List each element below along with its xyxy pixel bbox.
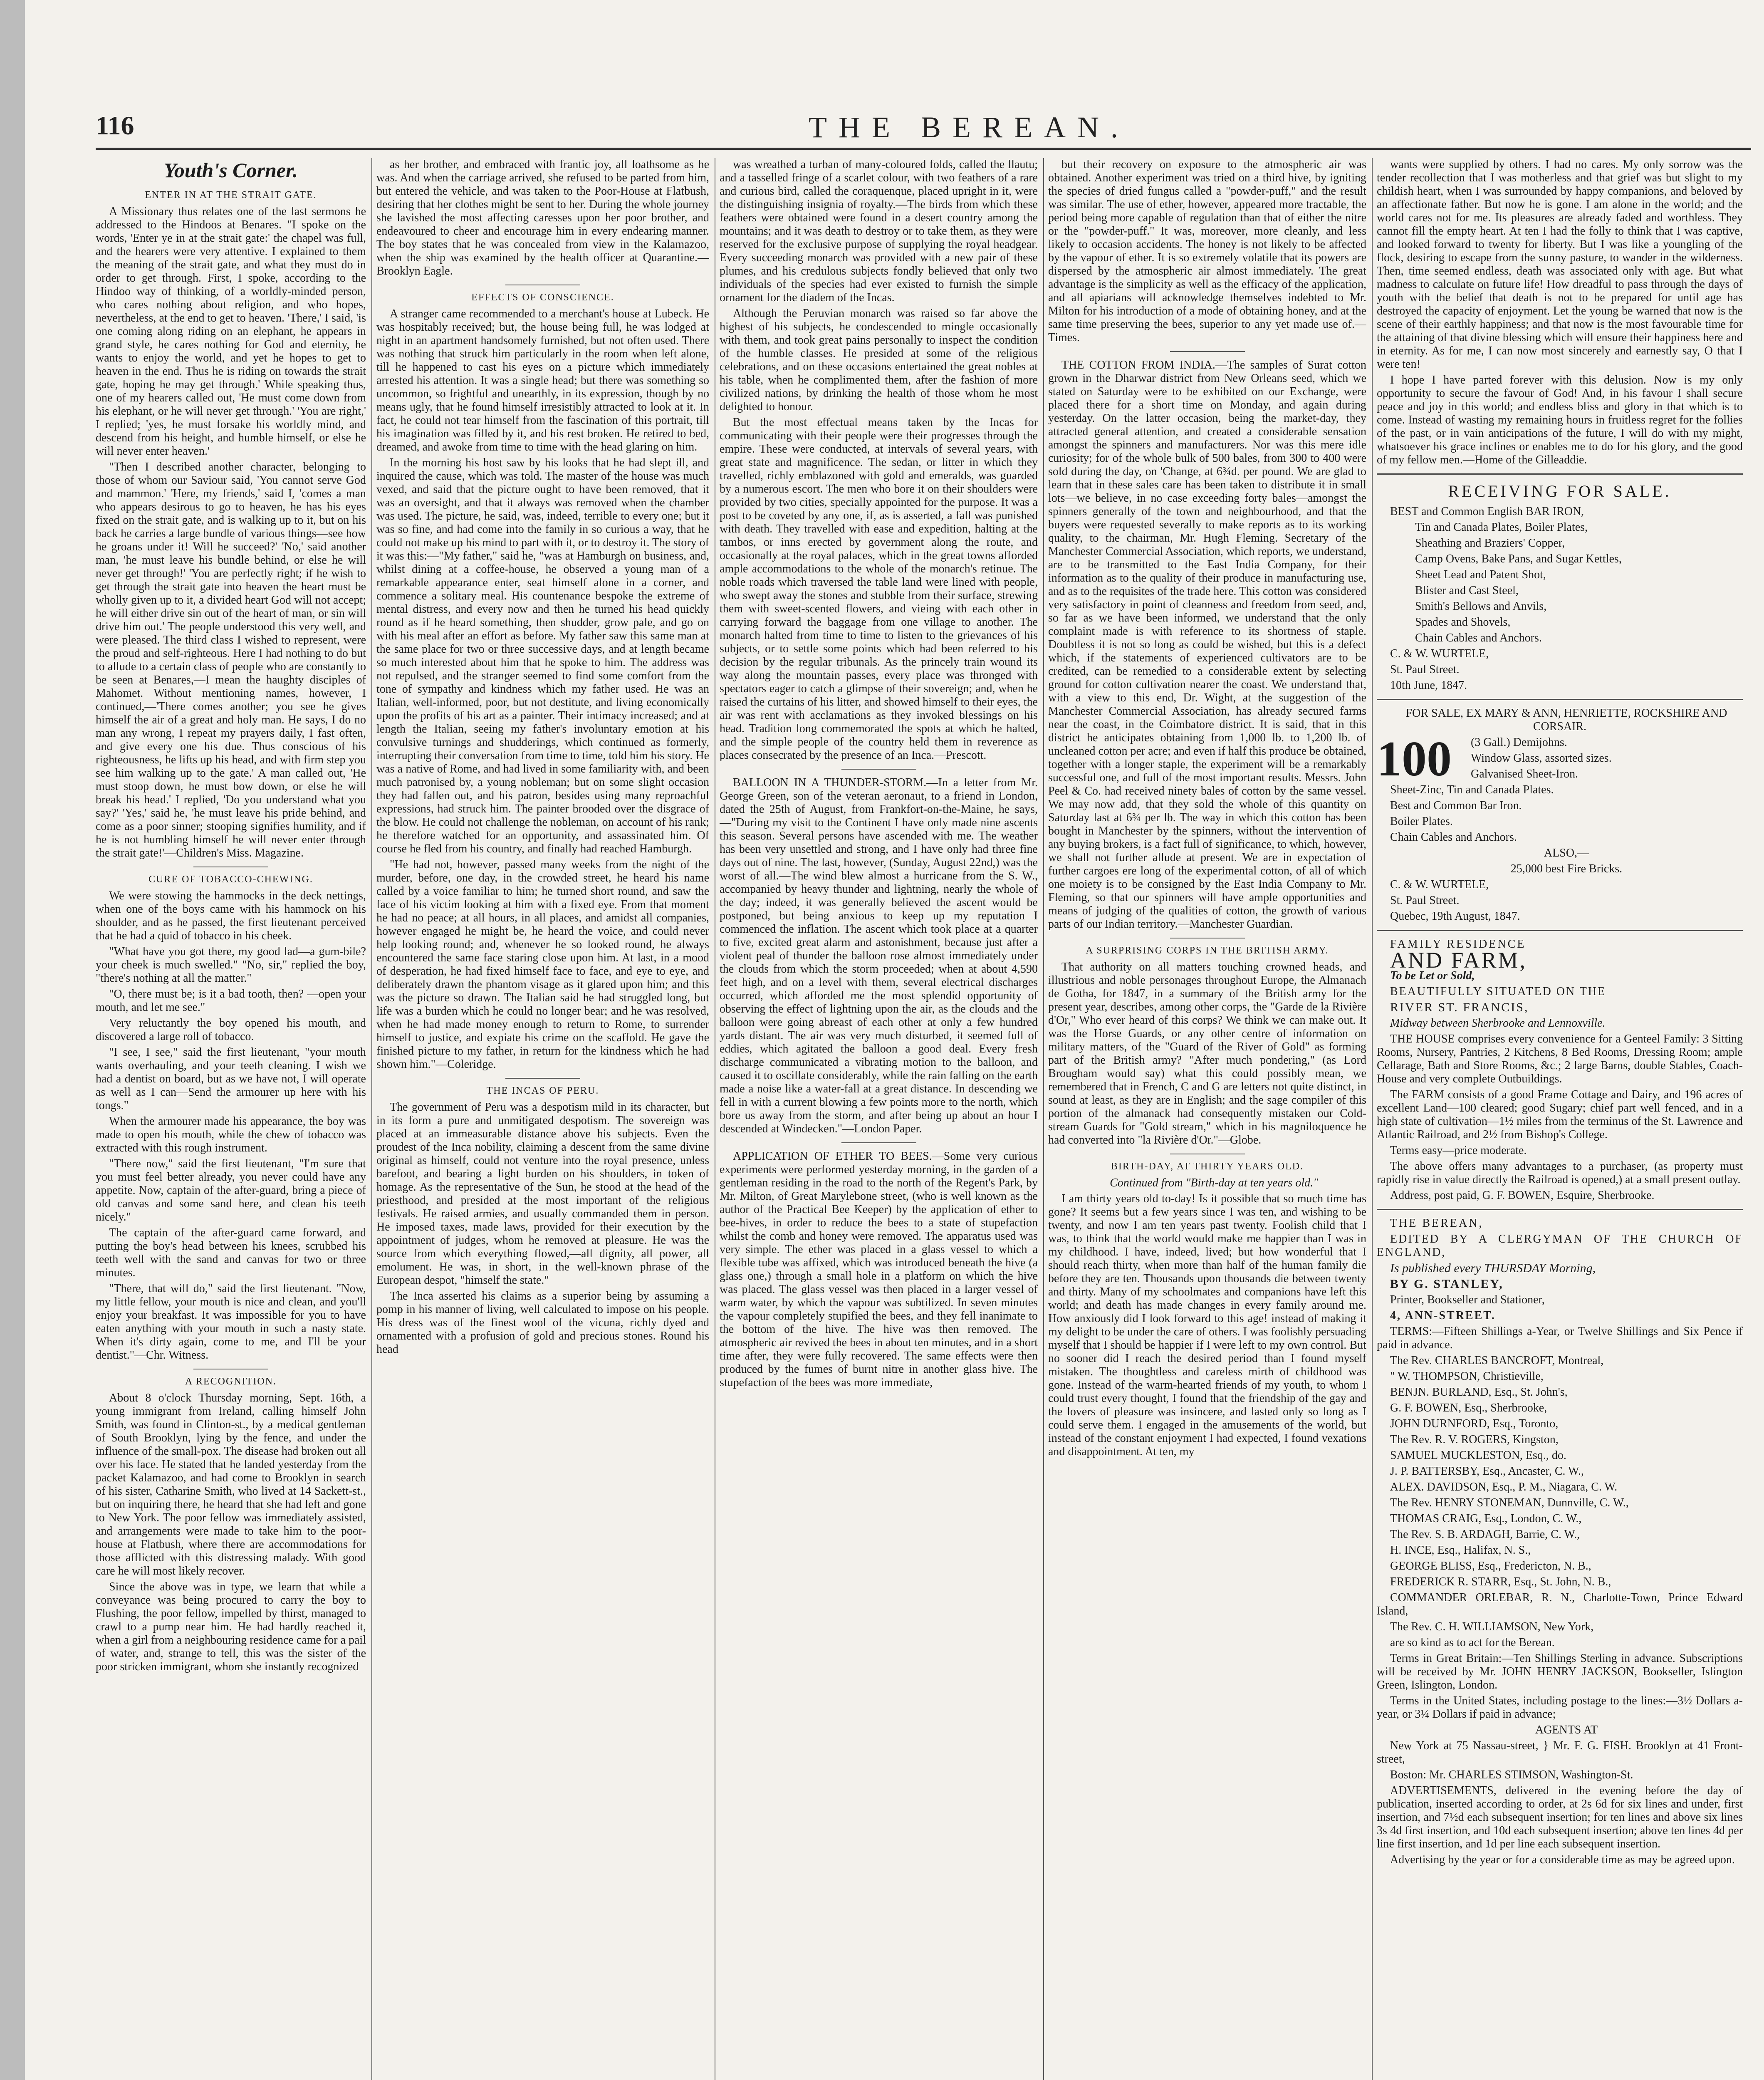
colophon-line: Terms in Great Britain:—Ten Shillings Sterling in advance. Subscriptions will be received by Mr. JOHN HENRY JACKSON, Bookseller, Islington Green, Islington, London.: [1377, 1652, 1743, 1691]
paragraph: The captain of the after-guard came forward, and putting the boy's head between his knees, scrubbed his teeth well with the sand and canvas for two or three minutes.: [96, 1226, 366, 1279]
ad-line: (3 Gall.) Demijohns.: [1471, 736, 1567, 749]
column-2: [376, 158, 709, 2080]
colophon-edited: EDITED BY A CLERGYMAN OF THE CHURCH OF ENGLAND,: [1377, 1233, 1743, 1259]
paragraph: APPLICATION OF ETHER TO BEES.—Some very curious experiments were performed yesterday morning, in the garden of a gentleman residing in the road to the north of the Regent's Park, by Mr. Milton, of Great Marylebone street, (who is well known as the author of the Practical Bee Keeper) by the application of ether to bee-hives, in order to reduce the bees to a state of stupefaction whilst the comb and honey were removed. The apparatus used was very simple. The ether was placed in a glass vessel to which a flexible tube was affixed, which was introduced beneath the hive (a glass one,) through a small hole in a platform on which the hive was placed. The glass vessel was then placed in a larger vessel of warm water, by which the vapour was subtilized. In seven minutes the vapour completely stupified the bees, and they fell inanimate to the bottom of the hive. The hive was then removed. The atmospheric air revived the bees in about ten minutes, and in a short time after, they were fully recovered. The same effects were then produced by the fumes of burnt nitre in another glass hive. The stupefaction of the bees was more immediate,: [720, 1150, 1038, 1389]
paragraph: "O, there must be; is it a bad tooth, then? —open your mouth, and let me see.": [96, 988, 366, 1014]
section-title: A SURPRISING CORPS IN THE BRITISH ARMY.: [1086, 945, 1329, 956]
paragraph: THE HOUSE comprises every convenience for a Genteel Family: 3 Sitting Rooms, Nursery, Pantries, 2 Kitchens, 8 Bed Rooms, Dressing Room; ample Cellarage, Bath and Store Rooms, &c.; 2 large Barns, double Stables, Coach-House and very complete Outbuildings.: [1377, 1033, 1743, 1085]
paragraph: The government of Peru was a despotism mild in its character, but in its form a pure and unmitigated despotism. The sovereign was placed at an immeasurable distance above his subjects. Even the proudest of the Inca nobility, claiming a descent from the same divine original as himself, could not venture into the royal presence, unless barefoot, and bearing a light burden on his shoulders, in token of homage. As the representative of the Sun, he stood at the head of the priesthood, and presided at the most important of the religious festivals. He raised armies, and usually commanded them in person. He imposed taxes, made laws, provided for their execution by the appointment of judges, whom he removed at pleasure. He was the source from which everything flowed,—all dignity, all power, all emolument. He was, in short, in the well-known phrase of the European despot, "himself the state.": [376, 1101, 709, 1287]
ad-signer: C. & W. WURTELE,: [1390, 647, 1489, 660]
ad-title: RECEIVING FOR SALE.: [1448, 482, 1672, 500]
divider: [1170, 351, 1245, 352]
agent-line: G. F. BOWEN, Esq., Sherbrooke,: [1390, 1402, 1547, 1414]
colophon-line: Advertising by the year or for a considerable time as may be agreed upon.: [1390, 1853, 1735, 1866]
agent-line: The Rev. HENRY STONEMAN, Dunnville, C. W.,: [1390, 1496, 1629, 1509]
ad-subtitle: To be Let or Sold,: [1390, 969, 1475, 982]
agent-line: BENJN. BURLAND, Esq., St. John's,: [1390, 1386, 1568, 1399]
ad-date: Quebec, 19th August, 1847.: [1390, 910, 1520, 923]
paragraph: I hope I have parted forever with this delusion. Now is my only opportunity to secure the favour of God! And, in his favour I shall secure peace and joy in this world; and endless bliss and glory in that which is to come. Instead of wasting my remaining hours in fruitless regret for the follies of the past, or in vain anticipations of the future, I will do with my might, whatsoever his grace inclines or enables me to do for his glory, and the good of my fellow men.—Home of the Gilleaddie.: [1377, 374, 1743, 466]
ad-title: FOR SALE, EX MARY & ANN, HENRIETTE, ROCKSHIRE AND CORSAIR.: [1405, 707, 1727, 733]
ad-line: 25,000 best Fire Bricks.: [1510, 862, 1623, 875]
paragraph: About 8 o'clock Thursday morning, Sept. 16th, a young immigrant from Ireland, calling himself John Smith, was found in Clinton-st., by a medical gentleman of South Brooklyn, lying by the fence, and under the influence of the small-pox. The disease had broken out all over his face. He stated that he landed yesterday from the packet Kalamazoo, and had come to Brooklyn in search of his sister, Catharine Smith, who lived at 14 Sackett-st., but on inquiring there, he heard that she had left and gone to New York. The poor fellow was immediately assisted, and arrangements were made to take him to the poor-house at Flatbush, where there are accommodations for those afflicted with this distressing malady. With good care he will most likely recover.: [96, 1392, 366, 1577]
paragraph: "Then I described another character, belonging to those of whom our Saviour said, 'You cannot serve God and mammon.' 'Here, my friends,' said I, 'comes a man who appears desirous to go to heaven, he has his eyes fixed on the strait gate, and is walking up to it, but on his back he carries a large bundle of various things—see how he groans under it! Will he succeed?' 'No,' said another man, 'he must leave his bundle behind, or else he will never get through!' 'You are perfectly right; if he wish to get through the strait gate into heaven the heart must be wholly given up to it, a divided heart God will not accept; he will either drive sin out of the heart of man, or sin will drive him out.' The people understood this very well, and were pleased. The third class I wished to represent, were the proud and self-righteous. Here I had nothing to do but to allude to a certain class of people who are constantly to be seen at Benares,—I mean the haughty disciples of Mahomet. Without mentioning names, however, I continued,—'There comes another; you see he gives himself the air of a great and holy man. He says, I do no man any wrong, I repeat my prayers daily, I fast often, and give every one his due. Thus conscious of his righteousness, he lifts up his head, and with firm step you see him walking up to the gate.' A man called out, 'He must stoop down, he must bow down, or else he will break his head.' I replied, 'Do you understand what you say?' 'Yes,' said he, 'he must leave his pride behind, and come as a poor sinner; stooping signifies humility, and if he is not humbling himself he will never enter through the strait gate!'—Children's Miss. Magazine.: [96, 461, 366, 859]
agent-line: The Rev. S. B. ARDAGH, Barrie, C. W.,: [1390, 1528, 1580, 1541]
ad-line: Sheet-Zinc, Tin and Canada Plates.: [1390, 783, 1554, 796]
agent-line: " W. THOMPSON, Christieville,: [1390, 1370, 1544, 1383]
divider: [841, 769, 916, 770]
agent-line: JOHN DURNFORD, Esq., Toronto,: [1390, 1417, 1559, 1430]
ad-big-number: 100: [1377, 731, 1452, 786]
column-5: [1377, 158, 1743, 2080]
agent-line: The Rev. R. V. ROGERS, Kingston,: [1390, 1433, 1559, 1446]
colophon-title: THE BEREAN,: [1390, 1217, 1484, 1230]
column-4: [1048, 158, 1366, 2080]
ad-line: Smith's Bellows and Anvils,: [1415, 600, 1547, 613]
section-title: BIRTH-DAY, AT THIRTY YEARS OLD.: [1111, 1161, 1304, 1172]
section-title: ENTER IN AT THE STRAIT GATE.: [145, 190, 317, 201]
ad-address: St. Paul Street.: [1390, 894, 1460, 907]
divider: [841, 1142, 916, 1143]
paragraph: "What have you got there, my good lad—a gum-bile? your cheek is much swelled." "No, sir," replied the boy, "there's nothing at all the matter.": [96, 945, 366, 985]
colophon-address: 4, ANN-STREET.: [1390, 1309, 1496, 1322]
ad-title: AND FARM,: [1390, 948, 1527, 973]
ad-line: Spades and Shovels,: [1415, 616, 1511, 629]
paragraph: Very reluctantly the boy opened his mouth, and discovered a large roll of tobacco.: [96, 1017, 366, 1043]
ad-line: Camp Ovens, Bake Pans, and Sugar Kettles,: [1415, 552, 1622, 565]
ad-line: Chain Cables and Anchors.: [1390, 831, 1517, 844]
paragraph: THE COTTON FROM INDIA.—The samples of Surat cotton grown in the Dharwar district from New Orleans seed, which we stated on Saturday were to be exhibited on our Exchange, were placed there for a short time on Monday, and again during yesterday. On the latter occasion, being the market-day, they attracted general attention, and created a considerable sensation amongst the spinners and manufacturers. Nor was this mere idle curiosity; for of the whole bulk of 500 bales, from 300 to 400 were sold during the day, on 'Change, at 6¾d. per pound. We are glad to learn that in these sales care has been taken to distribute it in small lots—we believe, in no case exceeding forty bales—amongst the spinners generally of the town and neighbourhood, and that the buyers were requested severally to make reports as to its working quality, to the chairman, Mr. Hugh Fleming. Secretary of the Manchester Commercial Association, which reports, we understand, are to be transmitted to the East India Company, for their information as to the quality of their produce in manufacturing use, and as to the requisites of the trade here. This cotton was considered very satisfactory in point of cleanness and freedom from seed, and, so far as we have been informed, we understand that the only complaint made is with reference to its shortness of staple. Doubtless it is not so long as could be wished, but this is a defect which, if the statements of experienced cultivators are to be credited, can be remedied to a considerable extent by selecting ground for cotton cultivation nearer the coast. We understand that, with a view to this end, Dr. Wight, at the suggestion of the Manchester Commercial Association, has already secured farms near the coast, in the Coimbatore district. It is said, that in this district he anticipates obtaining from 1,000 lb. to 1,200 lb. of uncleaned cotton per acre; and even if half this produce be obtained, together with a longer staple, the experiment will be a remarkably successful one, and full of the most important results. Messrs. John Peel & Co. had received ninety bales of cotton by the same vessel. We may now add, that they sold the whole of this quantity on Saturday last at 6¾ per lb. The way in which this cotton has been bought in Manchester by the spinners, without the intervention of any buying brokers, is a fact full of significance, to which, however, we shall not further allude at present. We are in expectation of further cargoes ere long of the experimental cotton, of all of which one moiety is to be consigned by the East India Company to Mr. Fleming, so that our spinners will have ample opportunities and means of judging of the qualities of cotton, the growth of various parts of our Indian territory.—Manchester Guardian.: [1048, 359, 1366, 931]
colophon-by: BY G. STANLEY,: [1390, 1277, 1504, 1291]
paragraph: When the armourer made his appearance, the boy was made to open his mouth, while the chew of tobacco was extracted with this rough instrument.: [96, 1115, 366, 1154]
paragraph: "I see, I see," said the first lieutenant, "your mouth wants overhauling, and your teeth cleaning. I wish we had a dentist on board, but as we have not, I will operate as well as I can—Send the armourer up here with his tongs.": [96, 1046, 366, 1112]
colophon: [1377, 1217, 1743, 1867]
advertisement-family-residence: [1377, 938, 1743, 1202]
paragraph: But the most effectual means taken by the Incas for communicating with their people were their progresses through the empire. These were conducted, at intervals of several years, with great state and magnificence. The sedan, or litter in which they travelled, richly emblazoned with gold and emeralds, was guarded by a numerous escort. The men who bore it on their shoulders were provided by two cities, specially appointed for the purpose. It was a post to be coveted by any one, if, as is asserted, a fall was punished with death. They travelled with ease and expedition, halting at the tambos, or inns erected by government along the route, and occasionally at the royal palaces, which in the great towns afforded ample accommodations to the whole of the monarch's retinue. The noble roads which traversed the table land were lined with people, who swept away the stones and stubble from their surface, strewing them with sweet-scented flowers, and vieing with each other in carrying forward the baggage from one village to another. The monarch halted from time to time to listen to the grievances of his subjects, or to settle some points which had been referred to his decision by the regular tribunals. As the princely train wound its way along the mountain passes, every place was thronged with spectators eager to catch a glimpse of their sovereign; and, when he raised the curtains of his litter, and showed himself to their eyes, the air was rent with acclamations as they invoked blessings on his head. Tradition long commemorated the spots at which he halted, and the simple people of the country held them in reverence as places consecrated by the presence of an Inca.—Prescott.: [720, 416, 1038, 762]
agent-line: The Rev. C. H. WILLIAMSON, New York,: [1390, 1620, 1594, 1633]
youths-corner-heading: Youth's Corner.: [163, 158, 298, 182]
paragraph: The Inca asserted his claims as a superior being by assuming a pomp in his manner of living, well calculated to impose on his people. His dress was of the finest wool of the vicuna, richly dyed and ornamented with a profusion of gold and precious stones. Round his head: [376, 1290, 709, 1356]
column-3: [720, 158, 1038, 2080]
column-1: [96, 158, 366, 2080]
paragraph: A stranger came recommended to a merchant's house at Lubeck. He was hospitably received; but, the house being full, he was lodged at night in an apartment handsomely furnished, but not often used. There was nothing that struck him particularly in the room when left alone, till he happened to cast his eyes on a picture which immediately arrested his attention. It was a single head; but there was something so uncommon, so frightful and unearthly, in its expression, though by no means ugly, that he found himself irresistibly attracted to look at it. In fact, he could not tear himself from the fascination of this portrait, till his imagination was filled by it, and his rest broken. He retired to bed, dreamed, and awoke from time to time with the head glaring on him.: [376, 307, 709, 453]
masthead-rule: [96, 148, 1751, 150]
paragraph: I am thirty years old to-day! Is it possible that so much time has gone? It seems but a few years since I was ten, and wishing to be twenty, and now I am ten years past twenty. Foolish child that I was, to think that the world would make me happier than I was in my childhood. I have, indeed, lived; but how wonderful that I should reach thirty, when more than half of the human family die before they are ten. Thousands upon thousands die between twenty and thirty. Many of my schoolmates and companions have left this world; and death has made changes in every family around me. How anxiously did I look forward to this age! instead of making it my delight to be under the care of others. I was foolishly persuading myself that I should be happier if I were left to my own control. But no sooner did I reach the desired period than I found myself mistaken. The thoughtless and careless mirth of childhood was gone. Instead of the warm-hearted friends of my youth, to whom I could trust every thought, I found that the friendship of the gay and the lovers of pleasure was insincere, and lasted only so long as I could serve them. I engaged in the amusements of the world, but instead of the constant enjoyment I had expected, I found vexations and disappointment. At ten, my: [1048, 1192, 1366, 1458]
paragraph: "There now," said the first lieutenant, "I'm sure that you must feel better already, you never could have any appetite. Now, captain of the after-guard, bring a piece of old canvas and some sand here, and clean his teeth nicely.": [96, 1157, 366, 1223]
paragraph: Although the Peruvian monarch was raised so far above the highest of his subjects, he condescended to mingle occasionally with them, and took great pains personally to inspect the condition of the humble classes. He presided at some of the religious celebrations, and on these occasions entertained the great nobles at his table, when he complimented them, after the fashion of more civilized nations, by drinking the health of those whom he most delighted to honour.: [720, 307, 1038, 413]
divider: [1377, 1209, 1743, 1210]
ad-line: Window Glass, assorted sizes.: [1471, 752, 1612, 765]
ad-signer: C. & W. WURTELE,: [1390, 878, 1489, 891]
colophon-line: AGENTS AT: [1535, 1723, 1598, 1736]
agent-line: ALEX. DAVIDSON, Esq., P. M., Niagara, C. W.: [1390, 1481, 1618, 1493]
paragraph: "There, that will do," said the first lieutenant. "Now, my little fellow, your mouth is nice and clean, and you'll enjoy your breakfast. It was impossible for you to have eaten anything with your mouth in such a nasty state. When it's dirty again, come to me, and I'll be your dentist."—Chr. Witness.: [96, 1282, 366, 1362]
column-rule: [1372, 158, 1373, 2080]
page-edge-shadow: [0, 0, 25, 2080]
paragraph: but their recovery on exposure to the atmospheric air was obtained. Another experiment was tried on a third hive, by igniting the species of dried fungus called a "powder-puff," and the result was similar. The use of ether, however, appeared more tractable, the period being more capable of regulation than that of either the nitre or the "powder-puff." It was, moreover, more cleanly, and less likely to occasion accidents. The honey is not likely to be affected by the vapour of ether. It is so extremely volatile that its powers are dispersed by the atmospheric air almost immediately. The great advantage is the simplicity as well as the efficacy of the application, and all apiarians will acknowledge themselves indebted to Mr. Milton for his introduction of a mode of obtaining honey, and at the same time preserving the bees, superior to any yet made use of.—Times.: [1048, 158, 1366, 344]
colophon-line: are so kind as to act for the Berean.: [1390, 1636, 1555, 1649]
colophon-line: New York at 75 Nassau-street, } Mr. F. G. FISH. Brooklyn at 41 Front-street,: [1377, 1739, 1743, 1766]
section-title: CURE OF TOBACCO-CHEWING.: [148, 874, 313, 885]
agent-line: FREDERICK R. STARR, Esq., St. John, N. B.,: [1390, 1575, 1611, 1588]
ad-river: RIVER ST. FRANCIS,: [1390, 1000, 1529, 1014]
ad-line: Blister and Cast Steel,: [1415, 584, 1519, 597]
divider: [1377, 699, 1743, 700]
advertisement-glassware: [1377, 707, 1743, 923]
colophon-line: ADVERTISEMENTS, delivered in the evening before the day of publication, inserted according to order, at 2s 6d for six lines and under, first insertion, and 7½d each subsequent insertion; for ten lines and above six lines 3s 4d first insertion, and 10d each subsequent insertion; above ten lines 4d per line first insertion, and 1d per line each subsequent insertion.: [1377, 1784, 1743, 1850]
ad-midway: Midway between Sherbrooke and Lennoxville.: [1390, 1017, 1606, 1030]
ad-situated: BEAUTIFULLY SITUATED ON THE: [1390, 985, 1606, 998]
paragraph: wants were supplied by others. I had no cares. My only sorrow was the tender recollection that I was motherless and that grief was but slight to my childish heart, when I was surrounded by happy companions, and beloved by an affectionate father. But now he is gone. I am alone in the world; and the world cares not for me. Its pleasures are already faded and worthless. They cannot fill the empty heart. At ten I had the folly to think that I was captive, and looked forward to twenty for liberty. But I was like a youngling of the flock, desiring to escape from the sunny pasture, to wander in the wilderness. Then, time seemed endless, death was associated only with age. But what madness to calculate on future life! How dreadful to pass through the days of youth with the belief that death is not to be prepared for until age has destroyed the capacity of enjoyment. Let the young be warned that now is the scene of their earthly happiness; and that now is the most favourable time for the attaining of that divine blessing which will ensure their happiness here and in eternity. As for me, I can now most sincerely and earnestly say, O that I were ten!: [1377, 158, 1743, 371]
divider: [1377, 930, 1743, 931]
paragraph: In the morning his host saw by his looks that he had slept ill, and inquired the cause, which was told. The master of the house was much vexed, and said that the picture ought to have been removed, that it was an oversight, and that it always was removed when the chamber was used. The picture, he said, was, indeed, terrible to every one; but it was so fine, and had come into the family in so curious a way, that he could not make up his mind to part with it, or to destroy it. The story of it was this:—"My father," said he, "was at Hamburgh on business, and, whilst dining at a coffee-house, he observed a young man of a remarkable appearance enter, seat himself alone in a corner, and commence a solitary meal. His countenance bespoke the extreme of mental distress, and every now and then he turned his head quickly round as if he heard something, then shudder, grow pale, and go on with his meal after an effort as before. My father saw this same man at the same place for two or three successive days, and at length became so much interested about him that he spoke to him. The address was not repulsed, and the stranger seemed to find some comfort from the tone of sympathy and kindness which my father used. He was an Italian, well-informed, poor, but not destitute, and living economically upon the profits of his art as a painter. Their intimacy increased; and at length the Italian, seeing my father's involuntary emotion at his convulsive turnings and shudderings, which continued as formerly, interrupting their conversation from time to time, told him his story. He was a native of Rome, and had lived in some familiarity with, and been much patronised by, a young nobleman; but on some slight occasion they had fallen out, and his patron, besides using many reproachful expressions, had struck him. The painter brooded over the disgrace of the blow. He could not challenge the nobleman, on account of his rank; he therefore watched for an opportunity, and assassinated him. Of course he fled from his country, and finally had reached Hamburgh.: [376, 456, 709, 855]
column-rule: [371, 158, 372, 2080]
page-number: 116: [96, 111, 134, 140]
paragraph: as her brother, and embraced with frantic joy, all loathsome as he was. And when the carriage arrived, she refused to be parted from him, but entered the vehicle, and was taken to the Poor-House at Flatbush, desiring that her clothes might be sent to her. During the whole journey she lavished the most affecting caresses upon her poor brother, and endeavoured to cheer and encourage him in every endearing manner. The boy states that he was concealed from view in the Kalamazoo, when the ship was examined by the health officer at Quarantine.—Brooklyn Eagle.: [376, 158, 709, 277]
section-title: THE INCAS OF PERU.: [486, 1085, 599, 1096]
paragraph: "He had not, however, passed many weeks from the night of the murder, before, one day, in the crowded street, he heard his name called by a voice familiar to him; he turned short round, and saw the face of his victim looking at him with a fixed eye. From that moment he had no peace; at all hours, in all places, and amidst all companies, however engaged he might be, he heard the voice, and could never help looking round; and, whenever he so looked round, he always encountered the same face staring close upon him. At last, in a mood of desperation, he had fixed himself face to face, and eye to eye, and deliberately drawn the phantom visage as it glared upon him; and this was the picture so drawn. The Italian said he had struggled long, but life was a burden which he could no longer bear; and he was resolved, when he had made money enough to return to Rome, to surrender himself to justice, and expiate his crime on the scaffold. He gave the finished picture to my father, in return for the kindness which he had shown him."—Coleridge.: [376, 858, 709, 1071]
ad-line: ALSO,—: [1544, 847, 1589, 859]
advertisement-iron: [1377, 481, 1743, 692]
paragraph: The FARM consists of a good Frame Cottage and Dairy, and 196 acres of excellent Land—100 cleared; good Sugary; chief part well fenced, and in a high state of cultivation—1½ miles from the terminus of the St. Lawrence and Atlantic Railroad, and 2½ from Bishop's College.: [1377, 1088, 1743, 1141]
masthead-title: THE BEREAN.: [809, 111, 1130, 144]
ad-line: BEST and Common English BAR IRON,: [1390, 505, 1584, 518]
agent-line: J. P. BATTERSBY, Esq., Ancaster, C. W.,: [1390, 1465, 1584, 1478]
ad-line: Best and Common Bar Iron.: [1390, 799, 1522, 812]
agent-line: SAMUEL MUCKLESTON, Esq., do.: [1390, 1449, 1566, 1462]
divider: [505, 1078, 580, 1079]
divider: [1377, 473, 1743, 475]
ad-line: Sheet Lead and Patent Shot,: [1415, 568, 1546, 581]
agent-line: COMMANDER ORLEBAR, R. N., Charlotte-Town, Prince Edward Island,: [1377, 1591, 1743, 1617]
colophon-line: Boston: Mr. CHARLES STIMSON, Washington-St.: [1390, 1768, 1633, 1781]
paragraph: We were stowing the hammocks in the deck nettings, when one of the boys came with his hammock on his shoulder, and as he passed, the first lieutenant perceived that he had a quid of tobacco in his cheek.: [96, 889, 366, 942]
paragraph: The above offers many advantages to a purchaser, (as property must rapidly rise in value directly the Railroad is opened,) at a small present outlay.: [1377, 1160, 1743, 1186]
agent-line: THOMAS CRAIG, Esq., London, C. W.,: [1390, 1512, 1582, 1525]
agent-line: GEORGE BLISS, Esq., Fredericton, N. B.,: [1390, 1560, 1591, 1572]
paragraph: Address, post paid, G. F. BOWEN, Esquire, Sherbrooke.: [1390, 1189, 1655, 1202]
ad-line: Galvanised Sheet-Iron.: [1471, 768, 1578, 780]
ad-date: 10th June, 1847.: [1390, 679, 1467, 692]
section-title: EFFECTS OF CONSCIENCE.: [471, 292, 614, 303]
agent-line: H. INCE, Esq., Halifax, N. S.,: [1390, 1544, 1531, 1557]
colophon-line: Terms in the United States, including postage to the lines:—3½ Dollars a-year, or 3¼ Dollars if paid in advance;: [1377, 1694, 1743, 1721]
section-title: A RECOGNITION.: [185, 1376, 277, 1387]
paragraph: BALLOON IN A THUNDER-STORM.—In a letter from Mr. George Green, son of the veteran aeronaut, to a friend in London, dated the 25th of August, from Frankfort-on-the-Maine, he says,—"During my visit to the Continent I have only made nine ascents this season. Several persons have ascended with me. The weather has been very unsettled and strong, and I have only had three fine days out of nine. The last, however, (Sunday, August 22nd,) was the worst of all.—The wind blew almost a hurricane from the S. W., accompanied by heavy thunder and lightning, nearly the whole of the day; indeed, it was generally believed the ascent would be postponed, but being anxious to keep up my reputation I commenced the inflation. The ascent which took place at a quarter to five, excited great alarm and astonishment, because just after a violent peal of thunder the balloon rose almost immediately under the clouds from which the storm proceeded; when at about 4,590 feet high, and on a level with them, several electrical discharges occurred, which afforded me the most splendid opportunity of observing the effect of lightning upon the air, as the clouds and the balloon were going abreast of each other at only a few hundred yards distant. The air was very much disturbed, it seemed full of eddies, which agitated the balloon a good deal. Every fresh discharge communicated a vibrating motion to the balloon, and caused it to oscillate considerably, while the rain falling on the earth made a noise like a water-fall at a great distance. In descending we fell in with a current blowing a few points more to the north, which bore us away from the storm, and after being up about an hour I descended at Windecken."—London Paper.: [720, 776, 1038, 1135]
column-rule: [1043, 158, 1044, 2080]
ad-line: Sheathing and Braziers' Copper,: [1415, 537, 1565, 550]
masthead: [96, 110, 1764, 144]
ad-address: St. Paul Street.: [1390, 663, 1460, 676]
agent-line: The Rev. CHARLES BANCROFT, Montreal,: [1390, 1354, 1604, 1367]
paragraph: A Missionary thus relates one of the last sermons he addressed to the Hindoos at Benares. "I spoke on the words, 'Enter ye in at the strait gate:' the chapel was full, and the hearers were very attentive. I explained to them the meaning of the strait gate, and what they must do in order to get through. First, I spoke, according to the Hindoo way of thinking, of a worldly-minded person, who cares nothing about religion, and who hopes, nevertheless, at the end to get to heaven. 'There,' I said, 'is one coming along riding on an elephant, he appears in grand style, he cares nothing for God and eternity, he wants to enjoy the world, and yet he hopes to get to heaven in the end. Thus he is riding on towards the strait gate, hoping he may get through.' While speaking thus, one of my hearers called out, 'He must come down from his elephant, or he will never get through.' 'You are right,' I replied; 'yes, he must forsake his worldly mind, and descend from his height, and humble himself, or else he will never enter heaven.': [96, 205, 366, 458]
ad-line: Tin and Canada Plates, Boiler Plates,: [1415, 521, 1588, 534]
colophon-printer: Printer, Bookseller and Stationer,: [1390, 1293, 1545, 1306]
colophon-published: Is published every THURSDAY Morning,: [1390, 1261, 1596, 1275]
paragraph: Since the above was in type, we learn that while a conveyance was being procured to carry the boy to Flushing, the poor fellow, impelled by thirst, managed to crawl to a pump near him. He had hardly reached it, when a girl from a neighbouring residence came for a pail of water, and, strange to tell, this was the sister of the poor stricken immigrant, whom she instantly recognized: [96, 1580, 366, 1673]
paragraph: Terms easy—price moderate.: [1390, 1144, 1527, 1157]
ad-line: Boiler Plates.: [1390, 815, 1453, 828]
paragraph: That authority on all matters touching crowned heads, and illustrious and noble personages throughout Europe, the Almanach de Gotha, for 1847, in a summary of the British army for the present year, describes, among other corps, the "Garde de la Rivière d'Or," Who ever heard of this corps? We think we can make out. It was the Horse Guards, or any other centre of information on military matters, of the "Guard of the River of Gold" as forming part of the British army? "After much pondering," (as Lord Brougham would say) what this could possibly mean, we remembered that in French, C and G are letters not quite distinct, in sound at least, as they are in English; and the sage compiler of this portion of the almanack had consequently mistaken our Cold-stream Guards for "Gold stream," which in his magniloquence he had converted into "la Rivière d'Or."—Globe.: [1048, 961, 1366, 1146]
ad-line: Chain Cables and Anchors.: [1415, 631, 1542, 644]
colophon-terms: TERMS:—Fifteen Shillings a-Year, or Twelve Shillings and Six Pence if paid in advance.: [1377, 1325, 1743, 1351]
paragraph: was wreathed a turban of many-coloured folds, called the llautu; and a tasselled fringe of a scarlet colour, with two feathers of a rare and curious bird, called the coraquenque, placed upright in it, were the distinguishing insignia of royalty.—The birds from which these feathers were obtained were found in a desert country among the mountains; and it was death to destroy or to take them, as they were reserved for the exclusive purpose of supplying the royal headgear. Every succeeding monarch was provided with a new pair of these plumes, and his credulous subjects fondly believed that only two individuals of the species had ever existed to furnish the simple ornament for the diadem of the Incas.: [720, 158, 1038, 304]
ad-title: FAMILY RESIDENCE: [1390, 938, 1526, 951]
section-subtitle: Continued from "Birth-day at ten years old.": [1110, 1176, 1318, 1189]
